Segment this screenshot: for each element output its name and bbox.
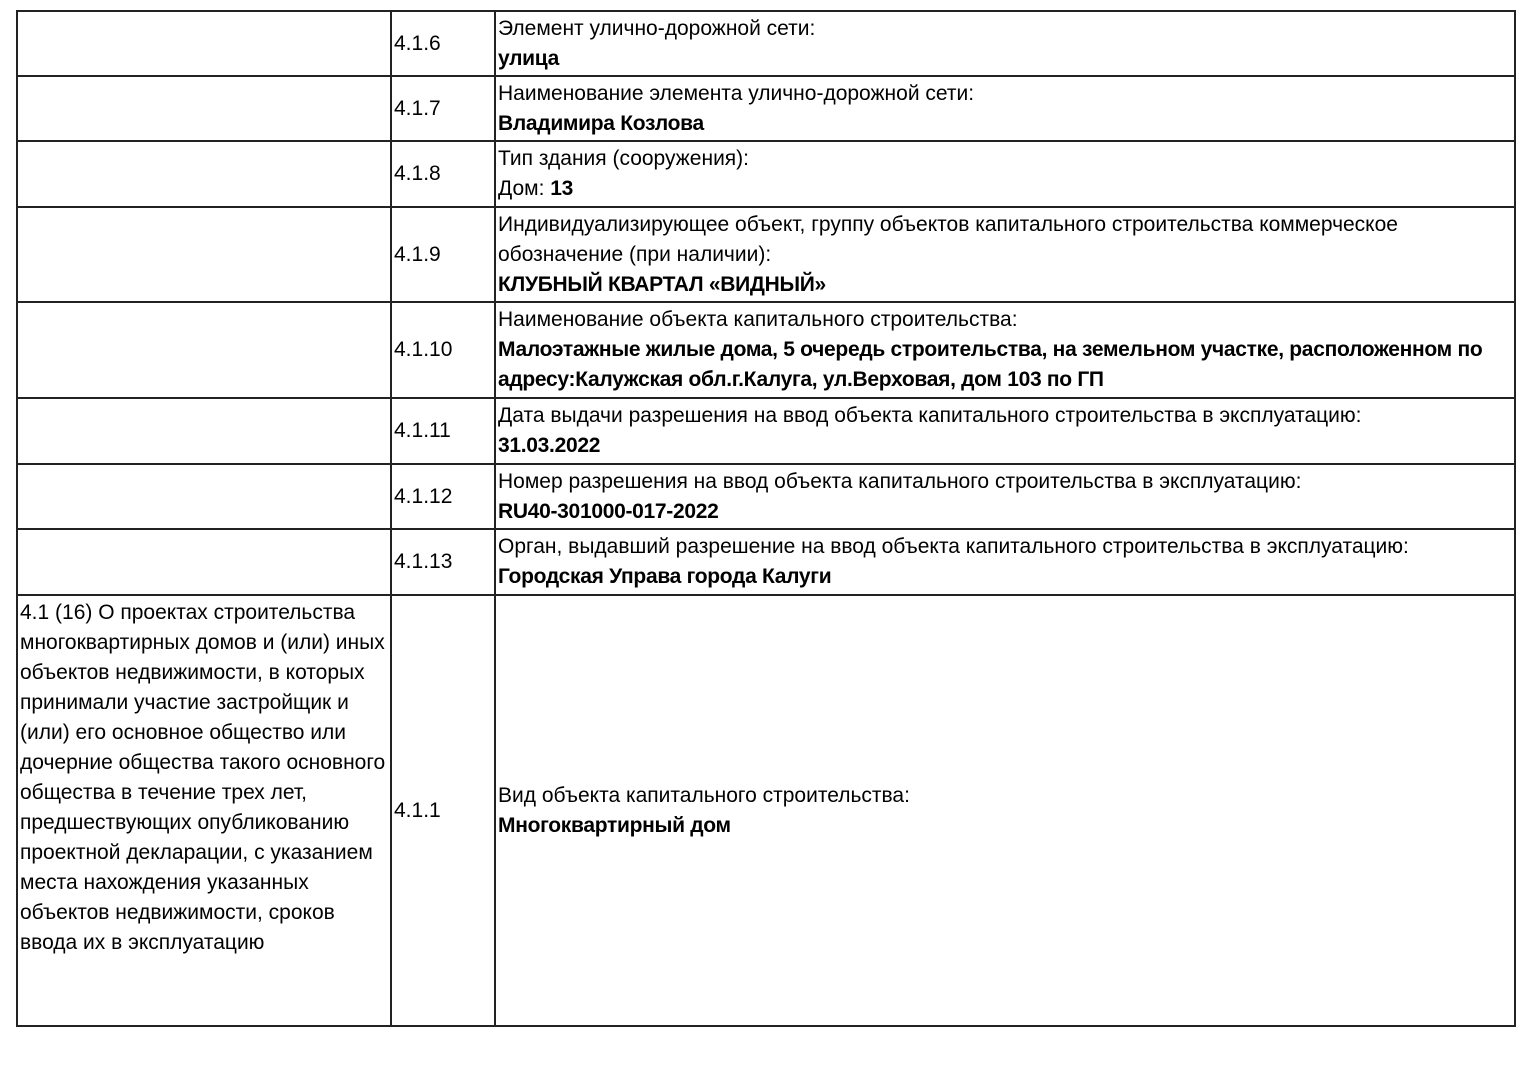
item-value: 13 (550, 177, 574, 200)
table-row (17, 76, 1515, 141)
item-value-line (498, 431, 1512, 461)
item-value-line (498, 174, 1512, 204)
item-value-line (498, 109, 1512, 139)
item-label: Дата выдачи разрешения на ввод объекта капитального строительства в эксплуатацию: (498, 404, 1362, 427)
declaration-table (16, 10, 1516, 1027)
item-value-line (498, 497, 1512, 527)
section-cell (17, 529, 391, 595)
section-cell (17, 464, 391, 529)
item-content (495, 595, 1515, 1026)
item-content (495, 529, 1515, 595)
item-value-line (498, 270, 1512, 300)
item-value: Многоквартирный дом (498, 813, 731, 837)
item-label: Вид объекта капитального строительства: (498, 783, 910, 807)
item-label: Элемент улично-дорожной сети: (498, 16, 816, 40)
item-value-line (498, 562, 1512, 592)
table-row (17, 464, 1515, 529)
item-number: 4.1.12 (391, 464, 495, 529)
section-cell (17, 11, 391, 76)
item-number: 4.1.9 (391, 207, 495, 302)
item-number: 4.1.8 (391, 141, 495, 207)
item-number: 4.1.10 (391, 302, 495, 398)
item-label: Индивидуализирующее объект, группу объектов капитального строительства коммерческое обозначение (при наличии): (498, 212, 1398, 266)
item-value: 31.03.2022 (498, 434, 601, 457)
table-row (17, 595, 1515, 1026)
item-content (495, 141, 1515, 207)
item-number: 4.1.7 (391, 76, 495, 141)
table-row (17, 11, 1515, 76)
item-content (495, 11, 1515, 76)
item-value: RU40-301000-017-2022 (498, 499, 719, 523)
item-label: Наименование объекта капитального строительства: (498, 308, 1018, 331)
section-cell (17, 207, 391, 302)
item-value-prefix: Дом: (498, 177, 551, 200)
section-cell (17, 302, 391, 398)
table-row (17, 529, 1515, 595)
section-cell (17, 398, 391, 464)
item-label: Номер разрешения на ввод объекта капитального строительства в эксплуатацию: (498, 469, 1302, 493)
item-value-line (498, 44, 1512, 74)
item-value: Владимира Козлова (498, 111, 704, 135)
item-value: Городская Управа города Калуги (498, 565, 832, 588)
item-value: КЛУБНЫЙ КВАРТАЛ «ВИДНЫЙ» (498, 272, 826, 296)
item-label: Орган, выдавший разрешение на ввод объекта капитального строительства в эксплуатацию: (498, 535, 1409, 558)
section-cell (17, 76, 391, 141)
item-content (495, 76, 1515, 141)
section-title: 4.1 (16) О проектах строительства многоквартирных домов и (или) иных объектов недвижимости, в которых принимали участие застройщик и (или) его основное общество или дочерние общества такого основного общества в течение трех лет, предшествующих опубликованию проектной декларации, с указанием места нахождения указанных объектов недвижимости, сроков ввода их в эксплуатацию (17, 595, 391, 1026)
item-content (495, 207, 1515, 302)
table-row (17, 141, 1515, 207)
table-row (17, 398, 1515, 464)
item-content (495, 398, 1515, 464)
item-label: Тип здания (сооружения): (498, 147, 749, 170)
item-label: Наименование элемента улично-дорожной сети: (498, 81, 975, 105)
item-number: 4.1.11 (391, 398, 495, 464)
table-row (17, 207, 1515, 302)
item-number: 4.1.6 (391, 11, 495, 76)
item-content (495, 464, 1515, 529)
table-row (17, 302, 1515, 398)
section-cell (17, 141, 391, 207)
item-content (495, 302, 1515, 398)
item-number: 4.1.13 (391, 529, 495, 595)
item-value-line (498, 335, 1512, 395)
item-number: 4.1.1 (391, 595, 495, 1026)
item-value: улица (498, 46, 559, 70)
item-value: Малоэтажные жилые дома, 5 очередь строительства, на земельном участке, расположенном по адресу:Калужская обл.г.Калуга, ул.Верховая, дом 103 по ГП (498, 338, 1483, 391)
